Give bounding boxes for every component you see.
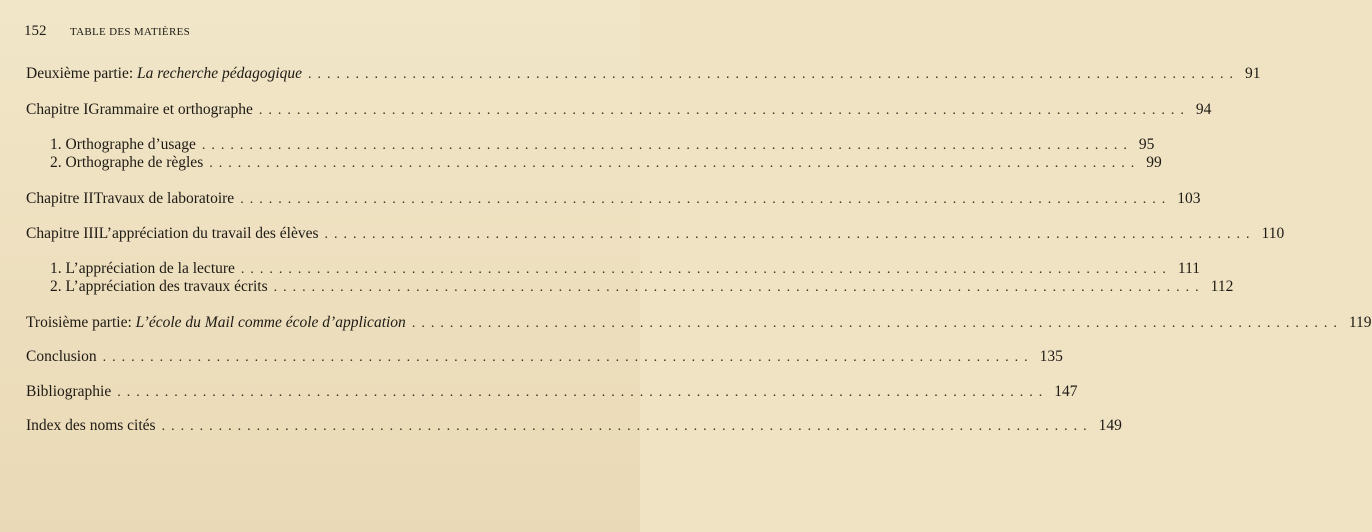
chapter-label: Chapitre III (26, 225, 99, 242)
page-number: 152 (24, 23, 47, 39)
dot-leader: .................................................................................................. (102, 350, 1034, 365)
entry-title: Bibliographie (26, 383, 112, 400)
part-title: L’école du Mail comme école d’application (135, 314, 406, 331)
toc-entry-ch1-s2 (50, 153, 1162, 173)
toc-entry-ch1-s1 (50, 135, 1155, 155)
section-title: 2. Orthographe de règles (50, 154, 204, 171)
chapter-label: Chapitre II (26, 190, 94, 207)
running-title: TABLE DES MATIÈRES (70, 26, 191, 38)
chapter-title: L’appréciation du travail des élèves (98, 225, 319, 242)
toc-entry-ch2 (26, 189, 1201, 209)
section-title: 1. Orthographe d’usage (50, 136, 196, 153)
dot-leader: .................................................................................................. (201, 138, 1133, 153)
toc-page-number: 147 (1054, 383, 1078, 400)
section-title: 1. L’appréciation de la lecture (50, 260, 235, 277)
dot-leader: .................................................................................................. (258, 103, 1190, 118)
toc-entry-part2 (26, 64, 1261, 84)
dot-leader: .................................................................................................. (324, 227, 1256, 242)
toc-page-number: 95 (1138, 136, 1155, 153)
dot-leader: .................................................................................................. (209, 156, 1141, 171)
toc-page-number: 135 (1039, 348, 1063, 365)
running-header (24, 22, 190, 41)
toc-page-number: 111 (1177, 260, 1201, 277)
dot-leader: .................................................................................................. (308, 67, 1240, 82)
dot-leader: .................................................................................................. (161, 419, 1093, 434)
toc-entry-ch3-s2 (50, 277, 1234, 297)
entry-title: Index des noms cités (26, 417, 156, 434)
entry-title: Conclusion (26, 348, 97, 365)
part-prefix: Troisième partie: (26, 314, 132, 331)
part-title: La recherche pédagogique (137, 65, 303, 82)
toc-page-number: 99 (1146, 154, 1162, 171)
chapter-label: Chapitre I (26, 101, 89, 118)
toc-entry-ch3-s1 (50, 259, 1201, 279)
toc-entry-ch1 (26, 100, 1212, 120)
dot-leader: .................................................................................................. (240, 192, 1172, 207)
toc-page-number: 149 (1098, 417, 1122, 434)
toc-entry-index (26, 416, 1122, 436)
toc-page-number: 112 (1210, 278, 1234, 295)
toc-entry-bibliographie (26, 382, 1078, 402)
dot-leader: .................................................................................................. (117, 385, 1049, 400)
section-title: 2. L’appréciation des travaux écrits (50, 278, 268, 295)
part-prefix: Deuxième partie: (26, 65, 134, 82)
toc-entry-ch3 (26, 224, 1285, 244)
chapter-title: Travaux de laboratoire (93, 190, 235, 207)
toc-page-number: 110 (1261, 225, 1285, 242)
toc-page-number: 103 (1177, 190, 1201, 207)
dot-leader: .................................................................................................. (273, 280, 1205, 295)
toc-page-number: 91 (1245, 65, 1261, 82)
toc-entry-part3 (26, 313, 1372, 333)
toc-page-number: 119 (1348, 314, 1372, 331)
chapter-title: Grammaire et orthographe (88, 101, 253, 118)
dot-leader: .................................................................................................. (240, 262, 1172, 277)
dot-leader: .................................................................................................. (411, 316, 1343, 331)
toc-page-number: 94 (1195, 101, 1212, 118)
toc-entry-conclusion (26, 347, 1063, 367)
